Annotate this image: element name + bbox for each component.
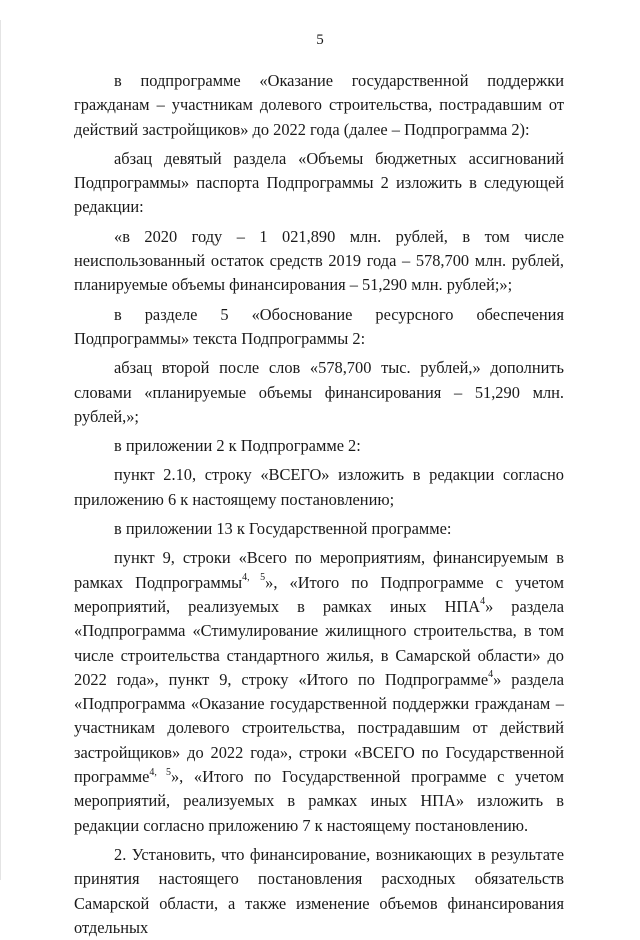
scan-edge xyxy=(0,20,1,880)
footnote-ref: 4 xyxy=(480,596,486,608)
document-body xyxy=(74,69,564,940)
paragraph-item-2-10: пункт 2.10, строку «ВСЕГО» изложить в редакции согласно приложению 6 к настоящему постановлению; xyxy=(74,465,564,509)
paragraph-item-9 xyxy=(74,546,564,838)
paragraph-appendix-13: в приложении 13 к Государственной программе: xyxy=(114,519,452,539)
page-number: 5 xyxy=(316,32,324,48)
item-9-text-3: » раздела «Подпрограмма «Стимулирование жилищного строительства, в том числе строительства стандартного жилья, в Самарской области» до 2022 года», пункт 9, строку «Итого по Подпрограмме xyxy=(74,596,564,689)
paragraph-clause-2: 2. Установить, что финансирование, возникающих в результате принятия настоящего постановления расходных обязательств Самарской области, а также изменение объемов финансирования отдельных xyxy=(74,844,564,937)
paragraph-quote-2020: «в 2020 году – 1 021,890 млн. рублей, в том числе неиспользованный остаток средств 2019 года – 578,700 млн. рублей, планируемые объемы финансирования – 51,290 млн. рублей;»; xyxy=(74,226,564,295)
item-9-text-5: », «Итого по Государственной программе с учетом мероприятий, реализуемых в рамках иных НПА» изложить в редакции согласно приложению 7 к настоящему постановлению. xyxy=(74,767,564,835)
footnote-ref: 4 xyxy=(488,669,494,681)
paragraph-subprogram-2: в подпрограмме «Оказание государственной поддержки гражданам – участникам долевого строительства, пострадавшим от действий застройщиков» до 2022 года (далее – Подпрограмма 2): xyxy=(74,71,564,139)
paragraph-section-5: в разделе 5 «Обоснование ресурсного обеспечения Подпрограммы» текста Подпрограммы 2: xyxy=(74,304,564,348)
paragraph-second-abzac: абзац второй после слов «578,700 тыс. рублей,» дополнить словами «планируемые объемы финансирования – 51,290 млн. рублей,»; xyxy=(74,358,564,426)
item-9-text-2: », «Итого по Подпрограмме с учетом мероприятий, реализуемых в рамках иных НПА xyxy=(74,572,565,616)
footnote-ref: 4, 5 xyxy=(242,572,266,584)
footnote-ref: 4, 5 xyxy=(149,766,171,778)
item-9-text-4: » раздела «Подпрограмма «Оказание государственной поддержки гражданам – участникам долевого строительства, пострадавшим от действий застройщиков» до 2022 года», строки «ВСЕГО по Государственной программе xyxy=(74,669,564,787)
item-9-text-1: пункт 9, строки «Всего по мероприятиям, финансируемым в рамках Подпрограммы xyxy=(74,548,564,592)
paragraph-appendix-2: в приложении 2 к Подпрограмме 2: xyxy=(114,436,361,456)
paragraph-ninth-abzac: абзац девятый раздела «Объемы бюджетных ассигнований Подпрограммы» паспорта Подпрограммы 2 изложить в следующей редакции: xyxy=(74,148,564,217)
